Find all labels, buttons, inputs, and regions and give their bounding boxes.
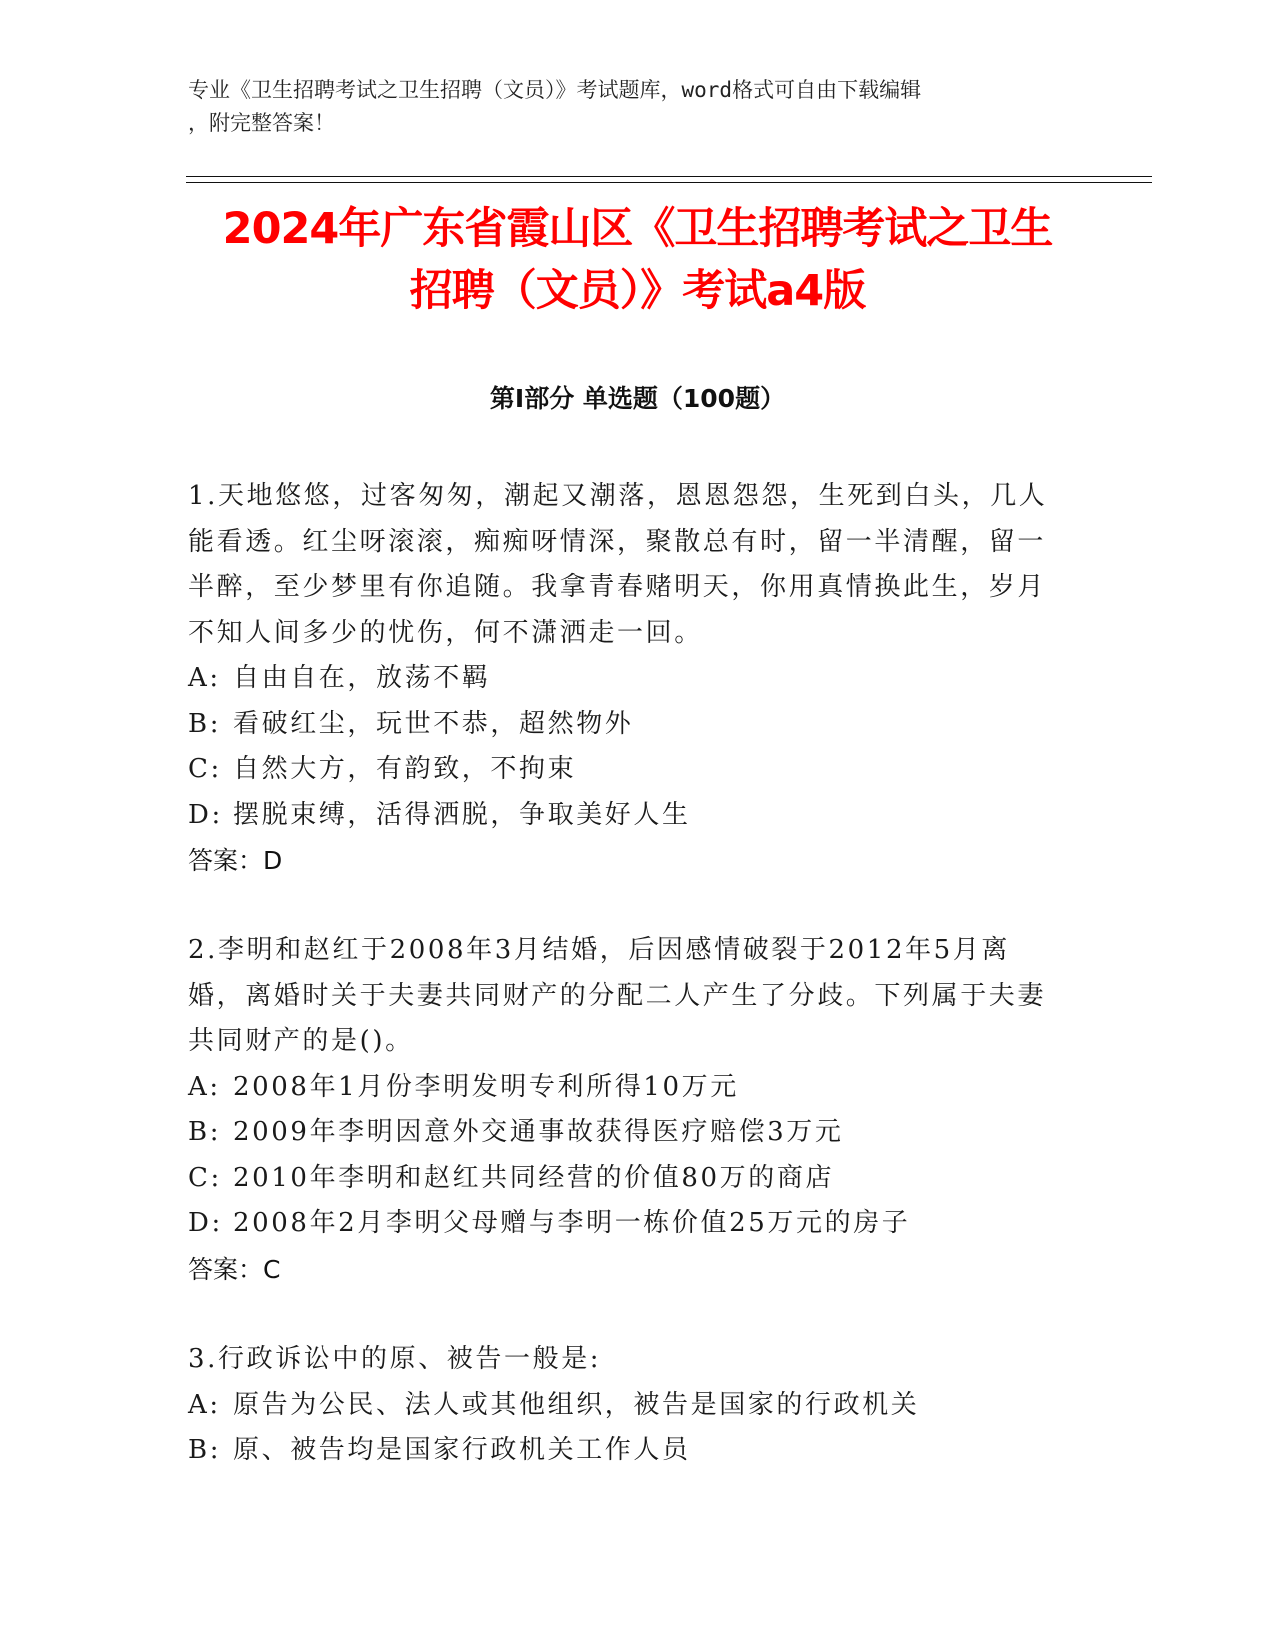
question-3 [188, 1337, 1058, 1474]
option-letter: A: [188, 1389, 221, 1420]
question-stem: 3.行政诉讼中的原、被告一般是: [188, 1344, 602, 1374]
option-text: 自然大方，有韵致，不拘束 [233, 754, 577, 784]
option-text: 看破红尘，玩世不恭，超然物外 [233, 708, 634, 739]
option-c [188, 1156, 1058, 1202]
option-text: 2010年李明和赵红共同经营的价值80万的商店 [233, 1162, 835, 1193]
question-stem: 2.李明和赵红于2008年3月结婚，后因感情破裂于2012年5月离婚，离婚时关于夫妻共同财产的分配二人产生了分歧。下列属于夫妻共同财产的是()。 [188, 935, 1047, 1056]
option-letter: D: [188, 1208, 223, 1238]
question-stem: 1.天地悠悠，过客匆匆，潮起又潮落，恩恩怨怨，生死到白头，几人能看透。红尘呀滚滚，痴痴呀情深，聚散总有时，留一半清醒，留一半醉，至少梦里有你追随。我拿青春赌明天，你用真情换此生，岁月不知人间多少的忧伤，何不潇洒走一回。 [188, 481, 1048, 648]
option-text: 2009年李明因意外交通事故获得医疗赔偿3万元 [233, 1117, 844, 1147]
section-title: 第Ⅰ部分 单选题（100题） [489, 384, 786, 413]
option-letter: C: [188, 1162, 222, 1193]
option-text: 2008年2月李明父母赠与李明一栋价值25万元的房子 [233, 1208, 911, 1238]
question-2 [188, 928, 1058, 1292]
option-text: 自由自在，放荡不羁 [233, 663, 491, 693]
option-d [188, 793, 1058, 839]
option-b [188, 1110, 1058, 1156]
option-a [188, 656, 1058, 702]
option-text: 原告为公民、法人或其他组织，被告是国家的行政机关 [233, 1389, 920, 1420]
header-divider-bottom [186, 182, 1152, 183]
question-1 [188, 474, 1058, 884]
answer-label: 答案：C [188, 1254, 281, 1284]
document-title [160, 198, 1115, 322]
option-c [188, 747, 1058, 793]
option-b [188, 1428, 1058, 1474]
option-text: 摆脱束缚，活得洒脱，争取美好人生 [233, 799, 691, 830]
option-letter: B: [188, 1117, 222, 1147]
option-letter: A: [188, 1071, 221, 1102]
header-divider-top [186, 176, 1152, 177]
option-letter: D: [188, 799, 223, 830]
option-letter: C: [188, 754, 222, 784]
option-a [188, 1383, 1058, 1429]
option-letter: B: [188, 1435, 222, 1465]
option-letter: B: [188, 708, 222, 739]
option-d [188, 1201, 1058, 1247]
option-letter: A: [188, 663, 221, 693]
answer-label: 答案：D [188, 846, 283, 875]
option-b [188, 702, 1058, 748]
option-text: 原、被告均是国家行政机关工作人员 [233, 1435, 691, 1465]
document-title-line-2: 招聘（文员）》考试a4版 [409, 266, 866, 316]
header-note-line-2: ，附完整答案！ [188, 111, 335, 135]
header-note [188, 74, 1068, 140]
option-a [188, 1065, 1058, 1111]
document-title-line-1: 2024年广东省霞山区《卫生招聘考试之卫生 [222, 204, 1053, 254]
option-text: 2008年1月份李明发明专利所得10万元 [233, 1071, 739, 1102]
header-note-line-1: 专业《卫生招聘考试之卫生招聘（文员）》考试题库，word格式可自由下载编辑 [188, 78, 922, 102]
